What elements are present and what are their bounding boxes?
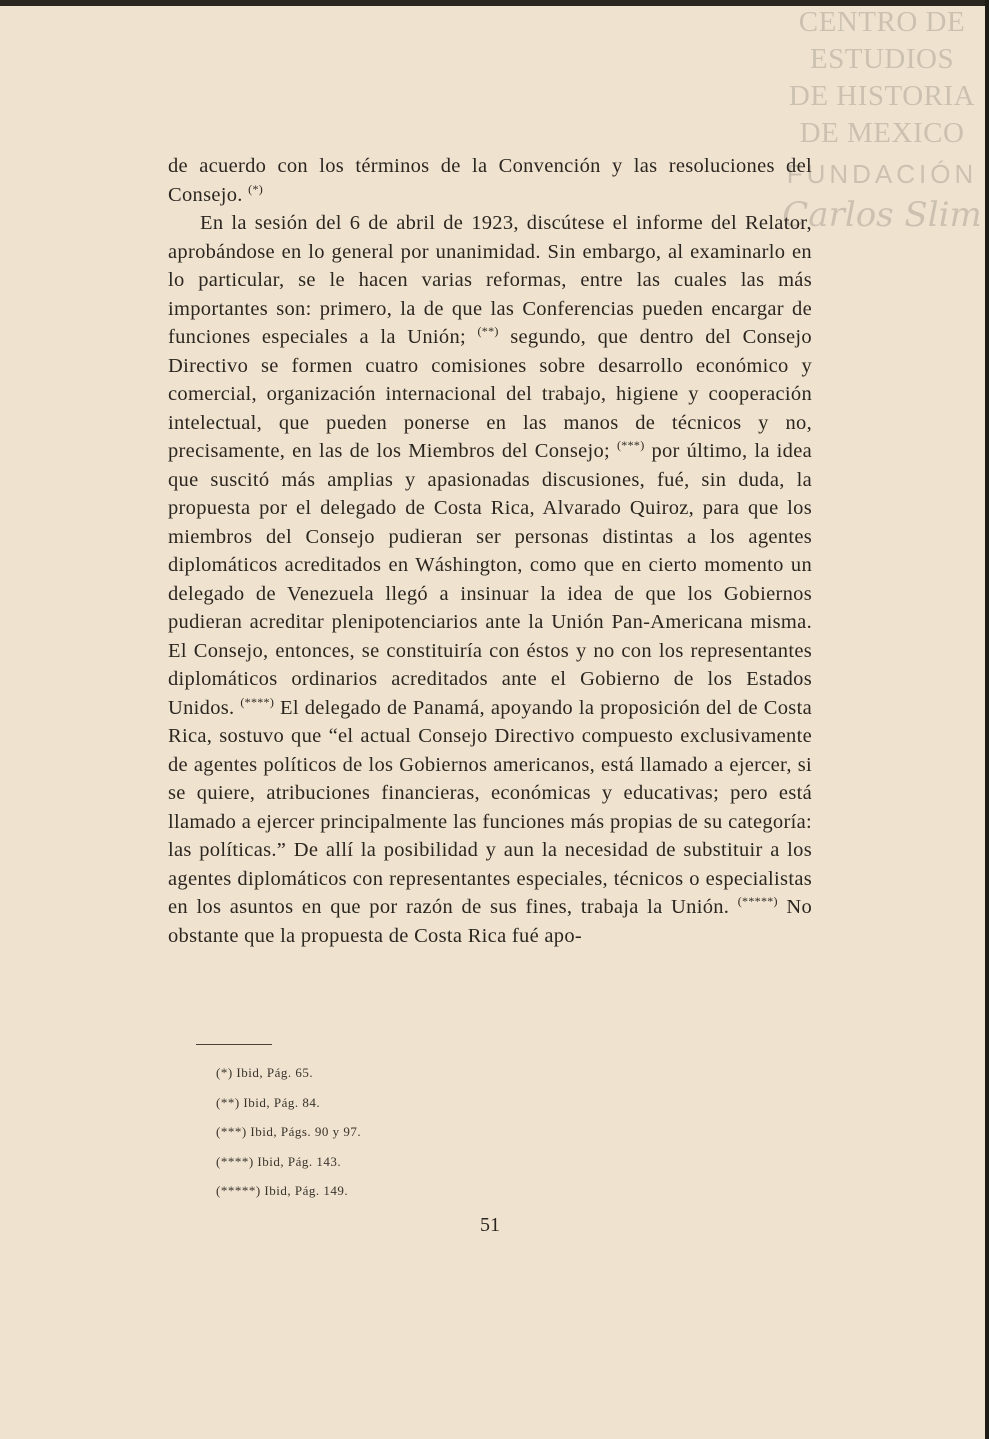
footnote-1: (*) Ibid, Pág. 65. (216, 1065, 314, 1080)
watermark-line: DE MEXICO (799, 117, 965, 149)
page-number: 51 (480, 1214, 500, 1236)
footnote-ref: (*****) (737, 894, 778, 909)
watermark-signature: Carlos Slim (782, 195, 982, 235)
footnote-ref: (*) (248, 181, 264, 196)
watermark-line: CENTRO DE (798, 6, 966, 38)
footnotes (216, 1058, 361, 1206)
footnote-divider (196, 1044, 272, 1045)
footnote-2: (**) Ibid, Pág. 84. (216, 1094, 321, 1110)
body-text (168, 152, 812, 950)
footnote-3: (***) Ibid, Págs. 90 y 97. (216, 1124, 362, 1140)
watermark-line: ESTUDIOS (809, 43, 955, 75)
footnote-ref: (***) (617, 438, 645, 453)
watermark-foundation: FUNDACIÓN (786, 159, 978, 189)
footnote-4: (****) Ibid, Pág. 143. (216, 1153, 342, 1169)
footnote-ref: (****) (240, 694, 275, 709)
watermark-line: DE HISTORIA (788, 80, 976, 112)
footnote-5: (*****) Ibid, Pág. 149. (216, 1183, 349, 1199)
paragraph-1: de acuerdo con los términos de la Convención y las resoluciones del Consejo. (*) (168, 155, 812, 206)
paragraph-2: En la sesión del 6 de abril de 1923, discútese el informe del Relator, aprobándose en lo general por unanimidad. Sin embargo, al examinarlo en lo particular, se le hacen varias reformas, entre las cuales las más importantes son: primero, la de que las Conferencias pueden encargar de funciones especiales a la Unión; (**) segundo, que dentro del Consejo Directivo se formen cuatro comisiones sobre desarrollo económico y comercial, organización internacional del trabajo, higiene y cooperación intelectual, que pueden ponerse en las manos de técnicos y no, precisamente, en las de los Miembros del Consejo; (***) por último, la idea que suscitó más amplias y apasionadas discusiones, fué, sin duda, la propuesta por el delegado de Costa Rica, Alvarado Quiroz, para que los miembros del Consejo pudieran ser personas distintas a los agentes diplomáticos acreditados en Wáshington, como que en cierto momento un delegado de Venezuela llegó a insinuar la idea de que los Gobiernos pudieran acreditar plenipotenciarios ante la Unión Pan-Americana misma. El Consejo, entonces, se constituiría con éstos y no con los representantes diplomáticos ordinarios acreditados ante el Gobierno de los Estados Unidos. (****) El delegado de Panamá, apoyando la proposición del de Costa Rica, sostuvo que “el actual Consejo Directivo compuesto exclusivamente de agentes políticos de los Gobiernos americanos, está llamado a ejercer, si se quiere, atribuciones financieras, económicas y educativas; pero está llamado a ejercer principalmente las funciones más propias de su categoría: las políticas.” De allí la posibilidad y aun la necesidad de substituir a los agentes diplomáticos con representantes especiales, técnicos o especialistas en los asuntos en que por razón de sus fines, trabaja la Unión. (*****) No obstante que la propuesta de Costa Rica fué apo- (168, 212, 812, 947)
footnote-ref: (**) (477, 324, 499, 339)
